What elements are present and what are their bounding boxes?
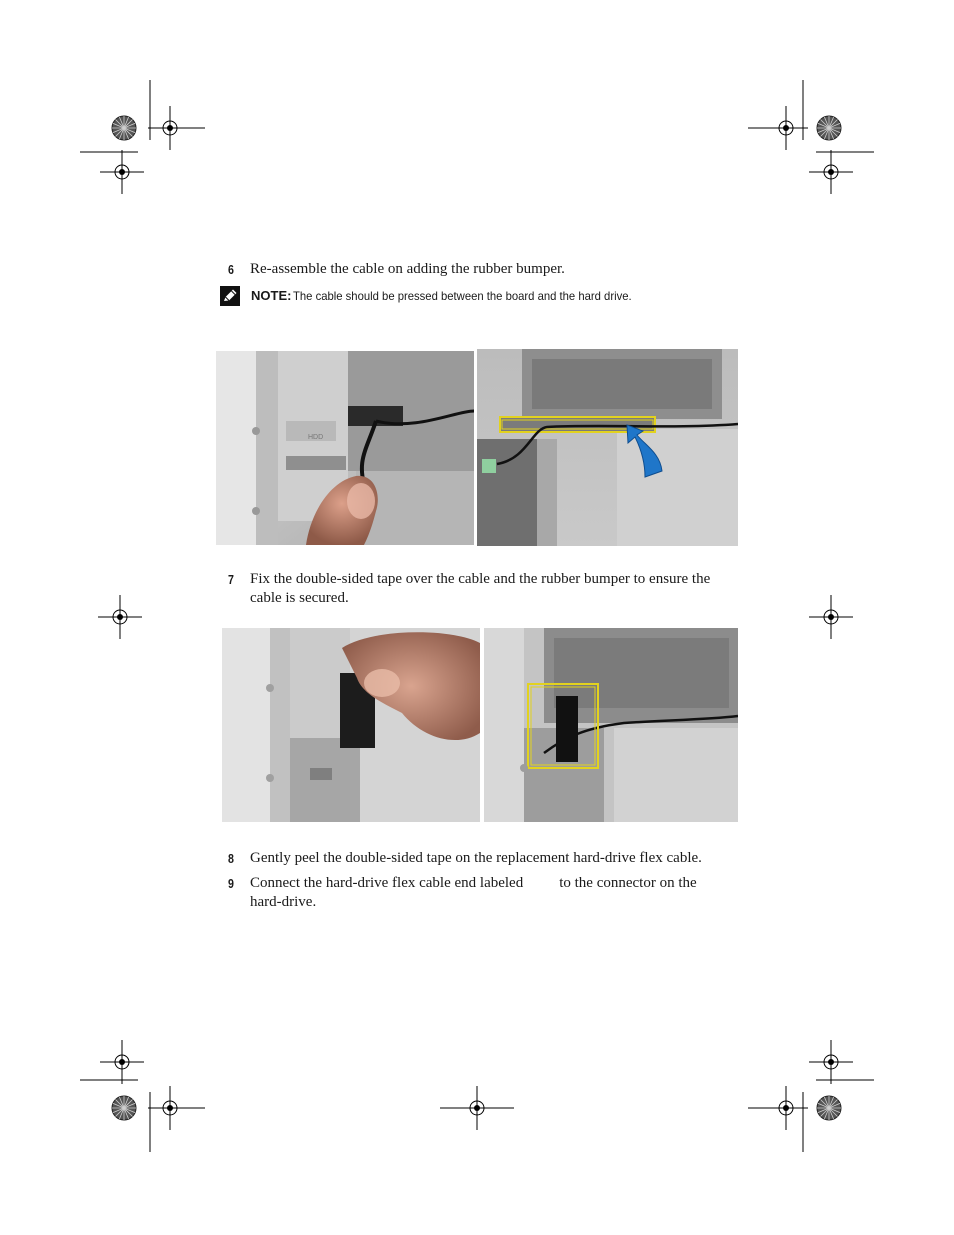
photo-cable-routed: [477, 349, 738, 546]
step-number: 9: [228, 876, 234, 891]
step-text-before: Connect the hard-drive flex cable end labeled: [250, 875, 524, 891]
hdd-label: HDD: [308, 434, 324, 441]
note-label: NOTE:: [251, 288, 292, 303]
step-text: [250, 874, 730, 912]
photo-tape-result-image: [484, 628, 738, 822]
pencil-note-icon: [220, 286, 240, 306]
step-6: [228, 260, 748, 280]
photo-cable-finger-image: [216, 351, 474, 545]
photo-tape-applied-image: [222, 628, 480, 822]
step-number: 6: [228, 262, 234, 277]
step-text: Fix the double-sided tape over the cable and the rubber bumper to ensure the cable is secured.: [250, 571, 711, 606]
step-7: [228, 570, 748, 610]
step-text: Gently peel the double-sided tape on the replacement hard-drive flex cable.: [250, 850, 702, 866]
photo-tape-result: [484, 628, 738, 822]
step-9: [228, 874, 748, 914]
step-number: 7: [228, 572, 234, 587]
note-text: The cable should be pressed between the board and the hard drive.: [293, 289, 632, 303]
photo-cable-finger: [216, 351, 474, 545]
step-text-after: to the connector on the hard-drive.: [250, 875, 697, 910]
step-8: [228, 849, 748, 869]
step-text: Re-assemble the cable on adding the rubber bumper.: [250, 261, 565, 277]
photo-tape-applied: [222, 628, 480, 822]
step-number: 8: [228, 851, 234, 866]
photo-cable-routed-image: [477, 349, 738, 546]
note-block: [220, 286, 740, 306]
